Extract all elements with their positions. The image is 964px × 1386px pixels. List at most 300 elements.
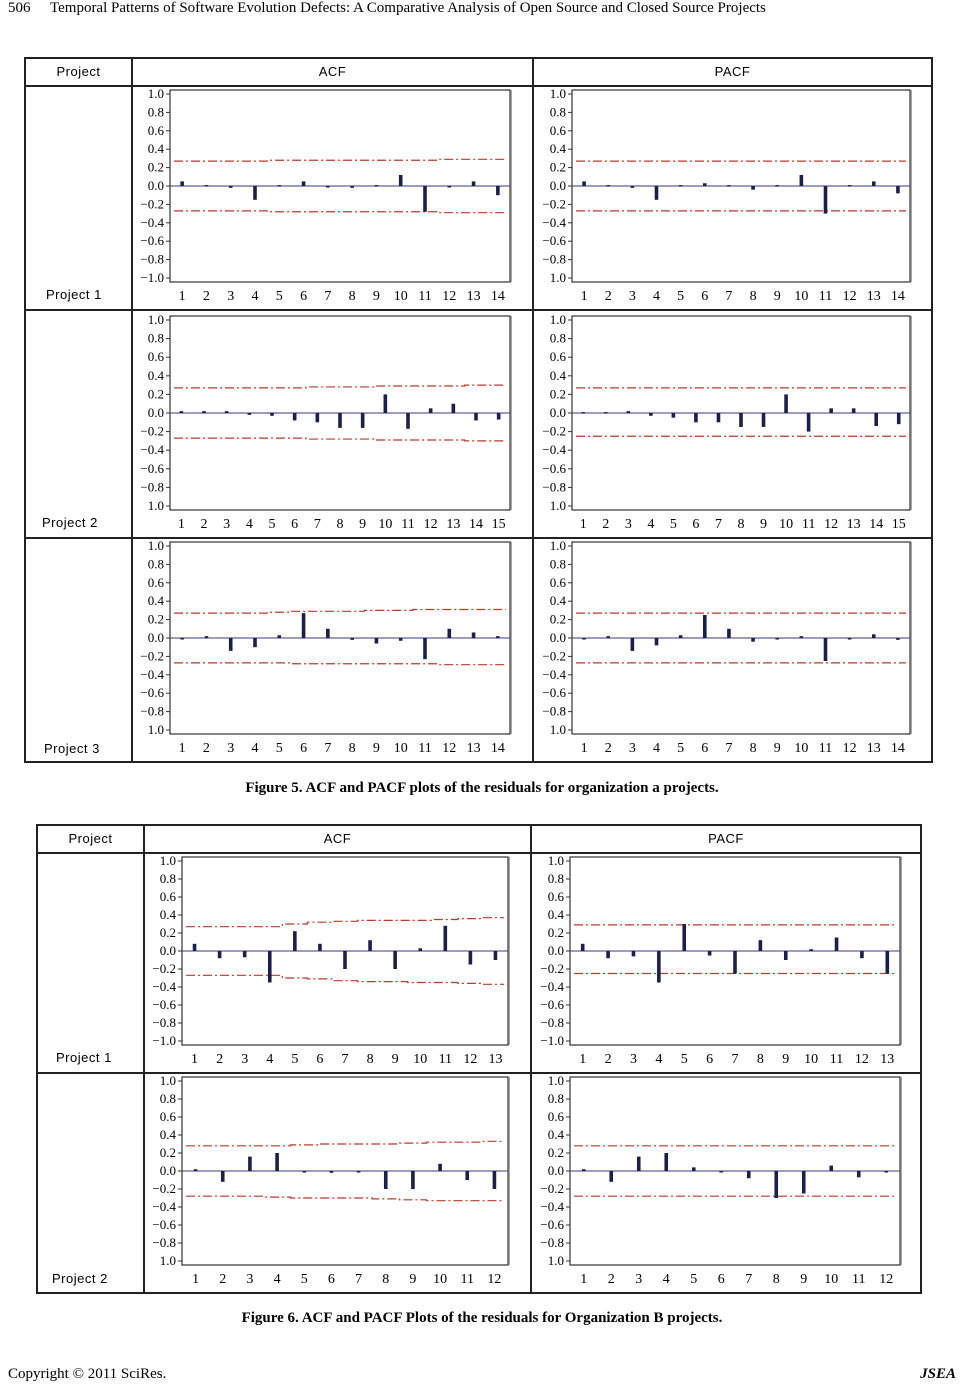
x-tick-label: 13 bbox=[866, 289, 881, 304]
x-tick-label: 8 bbox=[737, 517, 745, 532]
x-tick-label: 13 bbox=[866, 741, 881, 756]
x-tick-label: 14 bbox=[490, 741, 505, 756]
y-tick-label: −0.8 bbox=[540, 1235, 564, 1250]
acf-bar bbox=[655, 186, 659, 200]
acf-bar bbox=[497, 413, 501, 420]
acf-bar bbox=[277, 635, 281, 638]
x-tick-label: 4 bbox=[245, 517, 253, 532]
y-tick-label: −0.2 bbox=[140, 196, 164, 212]
y-tick-label: 0.6 bbox=[547, 889, 564, 904]
acf-bar bbox=[452, 404, 456, 413]
acf-bar bbox=[860, 951, 864, 958]
x-tick-label: 1 bbox=[580, 289, 588, 304]
acf-bar bbox=[326, 186, 330, 188]
y-tick-label: 0.2 bbox=[159, 1145, 176, 1160]
x-tick-label: 8 bbox=[749, 741, 757, 756]
y-tick-label: −0.2 bbox=[542, 648, 566, 664]
f6-p1-acf-plot bbox=[144, 853, 528, 1071]
acf-bar bbox=[606, 636, 610, 638]
x-tick-label: 10 bbox=[413, 1052, 428, 1067]
x-tick-label: 4 bbox=[251, 741, 259, 756]
figure5-row-label-2: Project 2 bbox=[42, 515, 98, 530]
acf-bar bbox=[180, 411, 184, 413]
figure5-row-label-1: Project 1 bbox=[46, 287, 102, 302]
acf-bar bbox=[229, 186, 233, 188]
f6-p1-pacf-plot bbox=[532, 853, 920, 1071]
figure6-col-project: Project bbox=[68, 831, 113, 846]
confidence-upper-line bbox=[174, 159, 506, 161]
x-tick-label: 5 bbox=[690, 1272, 698, 1287]
x-tick-label: 7 bbox=[324, 741, 332, 756]
y-tick-label: −0.6 bbox=[540, 1217, 564, 1232]
y-tick-label: 0.4 bbox=[147, 367, 164, 383]
x-tick-label: 13 bbox=[880, 1052, 895, 1067]
y-tick-label: −0.8 bbox=[152, 1235, 176, 1250]
acf-bar bbox=[318, 944, 322, 951]
acf-bar bbox=[406, 413, 410, 429]
acf-bar bbox=[438, 1164, 442, 1171]
x-tick-label: 8 bbox=[348, 289, 356, 304]
x-tick-label: 8 bbox=[749, 289, 757, 304]
y-tick-label: 0.4 bbox=[147, 141, 164, 157]
acf-bar bbox=[411, 1171, 415, 1189]
x-tick-label: 11 bbox=[818, 289, 833, 304]
x-tick-label: 5 bbox=[680, 1052, 688, 1067]
y-tick-label: −0.8 bbox=[140, 703, 164, 719]
x-tick-label: 1 bbox=[178, 289, 186, 304]
y-tick-label: 0.4 bbox=[549, 141, 566, 157]
acf-bar bbox=[221, 1171, 225, 1182]
acf-bar bbox=[399, 638, 403, 641]
acf-bar bbox=[717, 413, 721, 422]
x-tick-label: 6 bbox=[701, 289, 709, 304]
x-tick-label: 9 bbox=[372, 289, 380, 304]
acf-bar bbox=[637, 1157, 641, 1171]
y-tick-label: −0.6 bbox=[542, 233, 566, 249]
acf-bar bbox=[225, 411, 229, 413]
acf-bar bbox=[474, 413, 478, 420]
acf-bar bbox=[774, 1171, 778, 1198]
acf-bar bbox=[897, 413, 901, 424]
y-tick-label: −0.8 bbox=[542, 703, 566, 719]
acf-bar bbox=[350, 638, 354, 640]
acf-bar bbox=[848, 638, 852, 640]
x-tick-label: 2 bbox=[604, 741, 612, 756]
y-tick-label: 0.2 bbox=[159, 925, 176, 940]
acf-bar bbox=[268, 951, 272, 983]
x-tick-label: 12 bbox=[442, 289, 457, 304]
y-tick-label: −1.0 bbox=[140, 270, 164, 285]
x-tick-label: 14 bbox=[890, 289, 905, 304]
x-tick-label: 3 bbox=[628, 741, 636, 756]
x-tick-label: 5 bbox=[677, 741, 685, 756]
acf-bar bbox=[886, 951, 890, 974]
y-tick-label: −0.6 bbox=[140, 685, 164, 701]
acf-bar bbox=[180, 181, 184, 186]
acf-bar bbox=[429, 408, 433, 413]
x-tick-label: 6 bbox=[706, 1052, 714, 1067]
x-tick-label: 12 bbox=[487, 1272, 502, 1287]
acf-bar bbox=[727, 629, 731, 638]
x-tick-label: 6 bbox=[717, 1272, 725, 1287]
x-tick-label: 2 bbox=[604, 289, 612, 304]
acf-bar bbox=[218, 951, 222, 958]
y-tick-label: 0.2 bbox=[147, 159, 164, 175]
x-tick-label: 13 bbox=[446, 517, 461, 532]
x-tick-label: 9 bbox=[773, 741, 781, 756]
figure5-row-divider-1 bbox=[26, 309, 931, 311]
acf-bar bbox=[848, 185, 852, 187]
confidence-lower-line bbox=[174, 211, 506, 213]
acf-bar bbox=[581, 944, 585, 951]
y-tick-label: 0.0 bbox=[159, 943, 176, 958]
y-tick-label: 0.0 bbox=[147, 178, 164, 193]
y-tick-label: 0.0 bbox=[159, 1163, 176, 1178]
y-tick-label: 0.8 bbox=[159, 1091, 176, 1106]
x-tick-label: 12 bbox=[879, 1272, 894, 1287]
x-tick-label: 6 bbox=[327, 1272, 335, 1287]
y-tick-label: 0.0 bbox=[147, 630, 164, 645]
acf-bar bbox=[627, 411, 631, 413]
acf-bar bbox=[872, 181, 876, 186]
y-tick-label: −0.2 bbox=[542, 423, 566, 439]
y-tick-label: −0.2 bbox=[140, 648, 164, 664]
y-tick-label: 0.0 bbox=[547, 1163, 564, 1178]
y-tick-label: 0.2 bbox=[547, 1145, 564, 1160]
y-tick-label: 0.2 bbox=[549, 159, 566, 175]
acf-bar bbox=[418, 948, 422, 951]
x-tick-label: 2 bbox=[607, 1272, 615, 1287]
acf-bar bbox=[835, 938, 839, 952]
y-tick-label: 1.0 bbox=[549, 722, 566, 737]
y-tick-label: 0.8 bbox=[159, 871, 176, 886]
y-tick-label: −0.4 bbox=[152, 979, 176, 994]
x-tick-label: 7 bbox=[745, 1272, 753, 1287]
confidence-upper-line bbox=[186, 1141, 504, 1146]
x-tick-label: 7 bbox=[714, 517, 722, 532]
x-tick-label: 3 bbox=[227, 289, 235, 304]
y-tick-label: 0.8 bbox=[147, 104, 164, 120]
y-tick-label: −0.4 bbox=[152, 1199, 176, 1214]
x-tick-label: 3 bbox=[241, 1052, 249, 1067]
acf-bar bbox=[302, 1171, 306, 1173]
f5-p3-pacf-plot bbox=[534, 538, 930, 760]
y-tick-label: −0.4 bbox=[542, 442, 566, 458]
x-tick-label: 12 bbox=[842, 289, 857, 304]
x-tick-label: 13 bbox=[466, 741, 481, 756]
acf-bar bbox=[857, 1171, 861, 1177]
y-tick-label: 1.0 bbox=[547, 1073, 564, 1088]
acf-bar bbox=[248, 413, 252, 415]
x-tick-label: 8 bbox=[382, 1272, 390, 1287]
acf-bar bbox=[399, 175, 403, 186]
y-tick-label: 0.4 bbox=[147, 593, 164, 609]
y-tick-label: −0.8 bbox=[152, 1015, 176, 1030]
acf-bar bbox=[751, 638, 755, 642]
x-tick-label: 6 bbox=[300, 289, 308, 304]
x-tick-label: 1 bbox=[579, 517, 587, 532]
acf-bar bbox=[496, 636, 500, 638]
y-tick-label: 0.6 bbox=[147, 574, 164, 590]
y-tick-label: 1.0 bbox=[159, 1073, 176, 1088]
acf-bar bbox=[762, 413, 766, 427]
y-tick-label: 1.0 bbox=[147, 498, 164, 513]
y-tick-label: 0.8 bbox=[549, 330, 566, 346]
x-tick-label: 3 bbox=[629, 1052, 637, 1067]
x-tick-label: 2 bbox=[202, 741, 210, 756]
x-tick-label: 4 bbox=[647, 517, 655, 532]
y-tick-label: 1.0 bbox=[159, 1253, 176, 1268]
acf-bar bbox=[581, 412, 585, 414]
x-tick-label: 2 bbox=[216, 1052, 224, 1067]
x-tick-label: 9 bbox=[359, 517, 367, 532]
x-tick-label: 2 bbox=[202, 289, 210, 304]
x-tick-label: 7 bbox=[731, 1052, 739, 1067]
x-tick-label: 8 bbox=[366, 1052, 374, 1067]
x-tick-label: 5 bbox=[268, 517, 276, 532]
acf-bar bbox=[469, 951, 473, 965]
y-tick-label: −1.0 bbox=[540, 1033, 564, 1048]
x-tick-label: 11 bbox=[818, 741, 833, 756]
x-tick-label: 8 bbox=[772, 1272, 780, 1287]
f6-p2-acf-plot bbox=[144, 1073, 528, 1291]
acf-bar bbox=[444, 926, 448, 951]
page-number: 506 bbox=[8, 0, 31, 16]
y-tick-label: 0.4 bbox=[549, 593, 566, 609]
y-tick-label: −0.4 bbox=[542, 214, 566, 230]
acf-bar bbox=[393, 951, 397, 969]
y-tick-label: −0.8 bbox=[540, 1015, 564, 1030]
acf-bar bbox=[350, 186, 354, 188]
figure5-caption: Figure 5. ACF and PACF plots of the residuals for organization a projects. bbox=[245, 780, 719, 796]
y-tick-label: −0.2 bbox=[152, 961, 176, 976]
acf-bar bbox=[694, 413, 698, 422]
y-tick-label: 0.2 bbox=[547, 925, 564, 940]
x-tick-label: 7 bbox=[313, 517, 321, 532]
x-tick-label: 6 bbox=[300, 741, 308, 756]
x-tick-label: 3 bbox=[246, 1272, 254, 1287]
x-tick-label: 12 bbox=[442, 741, 457, 756]
y-tick-label: 0.6 bbox=[147, 349, 164, 365]
y-tick-label: −1.0 bbox=[152, 1033, 176, 1048]
y-tick-label: 0.6 bbox=[549, 349, 566, 365]
y-tick-label: −0.6 bbox=[542, 460, 566, 476]
confidence-upper-line bbox=[174, 609, 506, 613]
figure6-col-acf: ACF bbox=[323, 831, 352, 846]
x-tick-label: 9 bbox=[391, 1052, 399, 1067]
acf-bar bbox=[375, 638, 379, 644]
acf-bar bbox=[180, 638, 184, 640]
x-tick-label: 4 bbox=[655, 1052, 663, 1067]
acf-bar bbox=[384, 1171, 388, 1189]
acf-bar bbox=[447, 186, 451, 188]
acf-bar bbox=[205, 185, 209, 187]
y-tick-label: −0.4 bbox=[140, 666, 164, 682]
acf-bar bbox=[703, 183, 707, 186]
confidence-lower-line bbox=[174, 438, 506, 441]
y-tick-label: 0.0 bbox=[549, 405, 566, 420]
x-tick-label: 2 bbox=[200, 517, 208, 532]
y-tick-label: 0.6 bbox=[549, 574, 566, 590]
confidence-upper-line bbox=[174, 385, 506, 388]
acf-bar bbox=[194, 1169, 198, 1171]
x-tick-label: 6 bbox=[701, 741, 709, 756]
acf-bar bbox=[494, 951, 498, 960]
x-tick-label: 8 bbox=[336, 517, 344, 532]
y-tick-label: 0.6 bbox=[547, 1109, 564, 1124]
x-tick-label: 11 bbox=[401, 517, 415, 532]
acf-bar bbox=[582, 181, 586, 186]
x-tick-label: 13 bbox=[466, 289, 481, 304]
figure5-col-project: Project bbox=[56, 64, 101, 79]
y-tick-label: −0.4 bbox=[540, 1199, 564, 1214]
acf-bar bbox=[302, 181, 306, 186]
acf-bar bbox=[375, 185, 379, 187]
acf-bar bbox=[202, 411, 206, 413]
x-tick-label: 1 bbox=[178, 741, 186, 756]
y-tick-label: −0.2 bbox=[542, 196, 566, 212]
x-tick-label: 5 bbox=[669, 517, 677, 532]
x-tick-label: 10 bbox=[779, 517, 794, 532]
x-tick-label: 6 bbox=[316, 1052, 324, 1067]
y-tick-label: −0.2 bbox=[140, 423, 164, 439]
acf-bar bbox=[277, 185, 281, 187]
y-tick-label: −0.4 bbox=[540, 979, 564, 994]
x-tick-label: 13 bbox=[488, 1052, 503, 1067]
x-tick-label: 10 bbox=[433, 1272, 448, 1287]
acf-bar bbox=[493, 1171, 497, 1189]
acf-bar bbox=[672, 413, 676, 418]
x-tick-label: 8 bbox=[756, 1052, 764, 1067]
x-tick-label: 3 bbox=[227, 741, 235, 756]
acf-bar bbox=[343, 951, 347, 969]
acf-bar bbox=[205, 636, 209, 638]
acf-bar bbox=[824, 186, 828, 214]
y-tick-label: −0.2 bbox=[540, 1181, 564, 1196]
acf-bar bbox=[800, 175, 804, 186]
x-tick-label: 5 bbox=[300, 1272, 308, 1287]
y-tick-label: 0.4 bbox=[549, 367, 566, 383]
acf-bar bbox=[368, 940, 372, 951]
x-tick-label: 1 bbox=[579, 1052, 587, 1067]
y-tick-label: −0.6 bbox=[140, 460, 164, 476]
acf-bar bbox=[465, 1171, 469, 1180]
y-tick-label: −0.6 bbox=[542, 685, 566, 701]
x-tick-label: 11 bbox=[460, 1272, 474, 1287]
acf-bar bbox=[631, 638, 635, 651]
x-tick-label: 9 bbox=[800, 1272, 808, 1287]
acf-bar bbox=[727, 185, 731, 187]
x-tick-label: 4 bbox=[653, 289, 660, 304]
x-tick-label: 10 bbox=[393, 289, 408, 304]
journal-abbrev: JSEA bbox=[920, 1366, 956, 1382]
acf-bar bbox=[747, 1171, 751, 1178]
y-tick-label: 1.0 bbox=[147, 538, 164, 553]
x-tick-label: 9 bbox=[760, 517, 768, 532]
y-tick-label: 0.8 bbox=[547, 871, 564, 886]
y-tick-label: 1.0 bbox=[147, 722, 164, 737]
acf-bar bbox=[253, 638, 257, 647]
acf-bar bbox=[423, 638, 427, 659]
x-tick-label: 1 bbox=[177, 517, 185, 532]
x-tick-label: 10 bbox=[393, 741, 408, 756]
x-tick-label: 11 bbox=[418, 289, 432, 304]
y-tick-label: 0.4 bbox=[159, 1127, 176, 1142]
x-tick-label: 11 bbox=[852, 1272, 866, 1287]
acf-bar bbox=[802, 1171, 806, 1194]
y-tick-label: 0.6 bbox=[159, 1109, 176, 1124]
acf-bar bbox=[384, 394, 388, 413]
y-tick-label: 0.2 bbox=[549, 611, 566, 627]
y-tick-label: 0.8 bbox=[549, 104, 566, 120]
acf-bar bbox=[275, 1153, 279, 1171]
acf-bar bbox=[708, 951, 712, 956]
acf-bar bbox=[582, 638, 586, 640]
acf-bar bbox=[293, 413, 297, 420]
y-tick-label: 1.0 bbox=[549, 312, 566, 327]
acf-bar bbox=[679, 635, 683, 638]
acf-bar bbox=[703, 615, 707, 638]
y-tick-label: 1.0 bbox=[549, 86, 566, 101]
x-tick-label: 14 bbox=[890, 741, 905, 756]
figure5-row-label-3: Project 3 bbox=[44, 741, 100, 756]
x-tick-label: 12 bbox=[423, 517, 438, 532]
acf-bar bbox=[338, 413, 342, 428]
confidence-lower-line bbox=[186, 975, 504, 984]
acf-bar bbox=[896, 638, 900, 640]
acf-bar bbox=[775, 638, 779, 640]
y-tick-label: 0.4 bbox=[547, 907, 564, 922]
x-tick-label: 7 bbox=[341, 1052, 349, 1067]
x-tick-label: 14 bbox=[869, 517, 884, 532]
acf-bar bbox=[472, 181, 476, 186]
y-tick-label: 1.0 bbox=[549, 270, 566, 285]
copyright-notice: Copyright © 2011 SciRes. bbox=[8, 1366, 167, 1382]
acf-bar bbox=[330, 1171, 334, 1173]
acf-bar bbox=[248, 1157, 252, 1171]
y-tick-label: 0.0 bbox=[549, 630, 566, 645]
x-tick-label: 4 bbox=[662, 1272, 670, 1287]
x-tick-label: 10 bbox=[794, 289, 809, 304]
x-tick-label: 6 bbox=[692, 517, 700, 532]
y-tick-label: −0.6 bbox=[152, 997, 176, 1012]
y-tick-label: 0.0 bbox=[147, 405, 164, 420]
x-tick-label: 9 bbox=[782, 1052, 790, 1067]
x-tick-label: 12 bbox=[824, 517, 839, 532]
x-tick-label: 7 bbox=[725, 741, 733, 756]
y-tick-label: −0.8 bbox=[542, 479, 566, 495]
figure6-caption: Figure 6. ACF and PACF Plots of the residuals for Organization B projects. bbox=[241, 1310, 723, 1326]
x-tick-label: 10 bbox=[378, 517, 393, 532]
acf-bar bbox=[759, 940, 763, 951]
acf-bar bbox=[874, 413, 878, 426]
y-tick-label: 0.8 bbox=[147, 556, 164, 572]
x-tick-label: 1 bbox=[191, 1052, 199, 1067]
acf-bar bbox=[682, 924, 686, 951]
acf-bar bbox=[496, 186, 500, 195]
y-tick-label: 0.6 bbox=[549, 122, 566, 138]
acf-bar bbox=[582, 1169, 586, 1171]
figure5-col-acf: ACF bbox=[318, 64, 347, 79]
x-tick-label: 12 bbox=[854, 1052, 869, 1067]
x-tick-label: 15 bbox=[491, 517, 506, 532]
y-tick-label: 0.0 bbox=[549, 178, 566, 193]
acf-bar bbox=[829, 1166, 833, 1171]
acf-bar bbox=[631, 186, 635, 188]
acf-bar bbox=[604, 412, 608, 414]
y-tick-label: 1.0 bbox=[147, 86, 164, 101]
y-tick-label: −0.4 bbox=[140, 214, 164, 230]
